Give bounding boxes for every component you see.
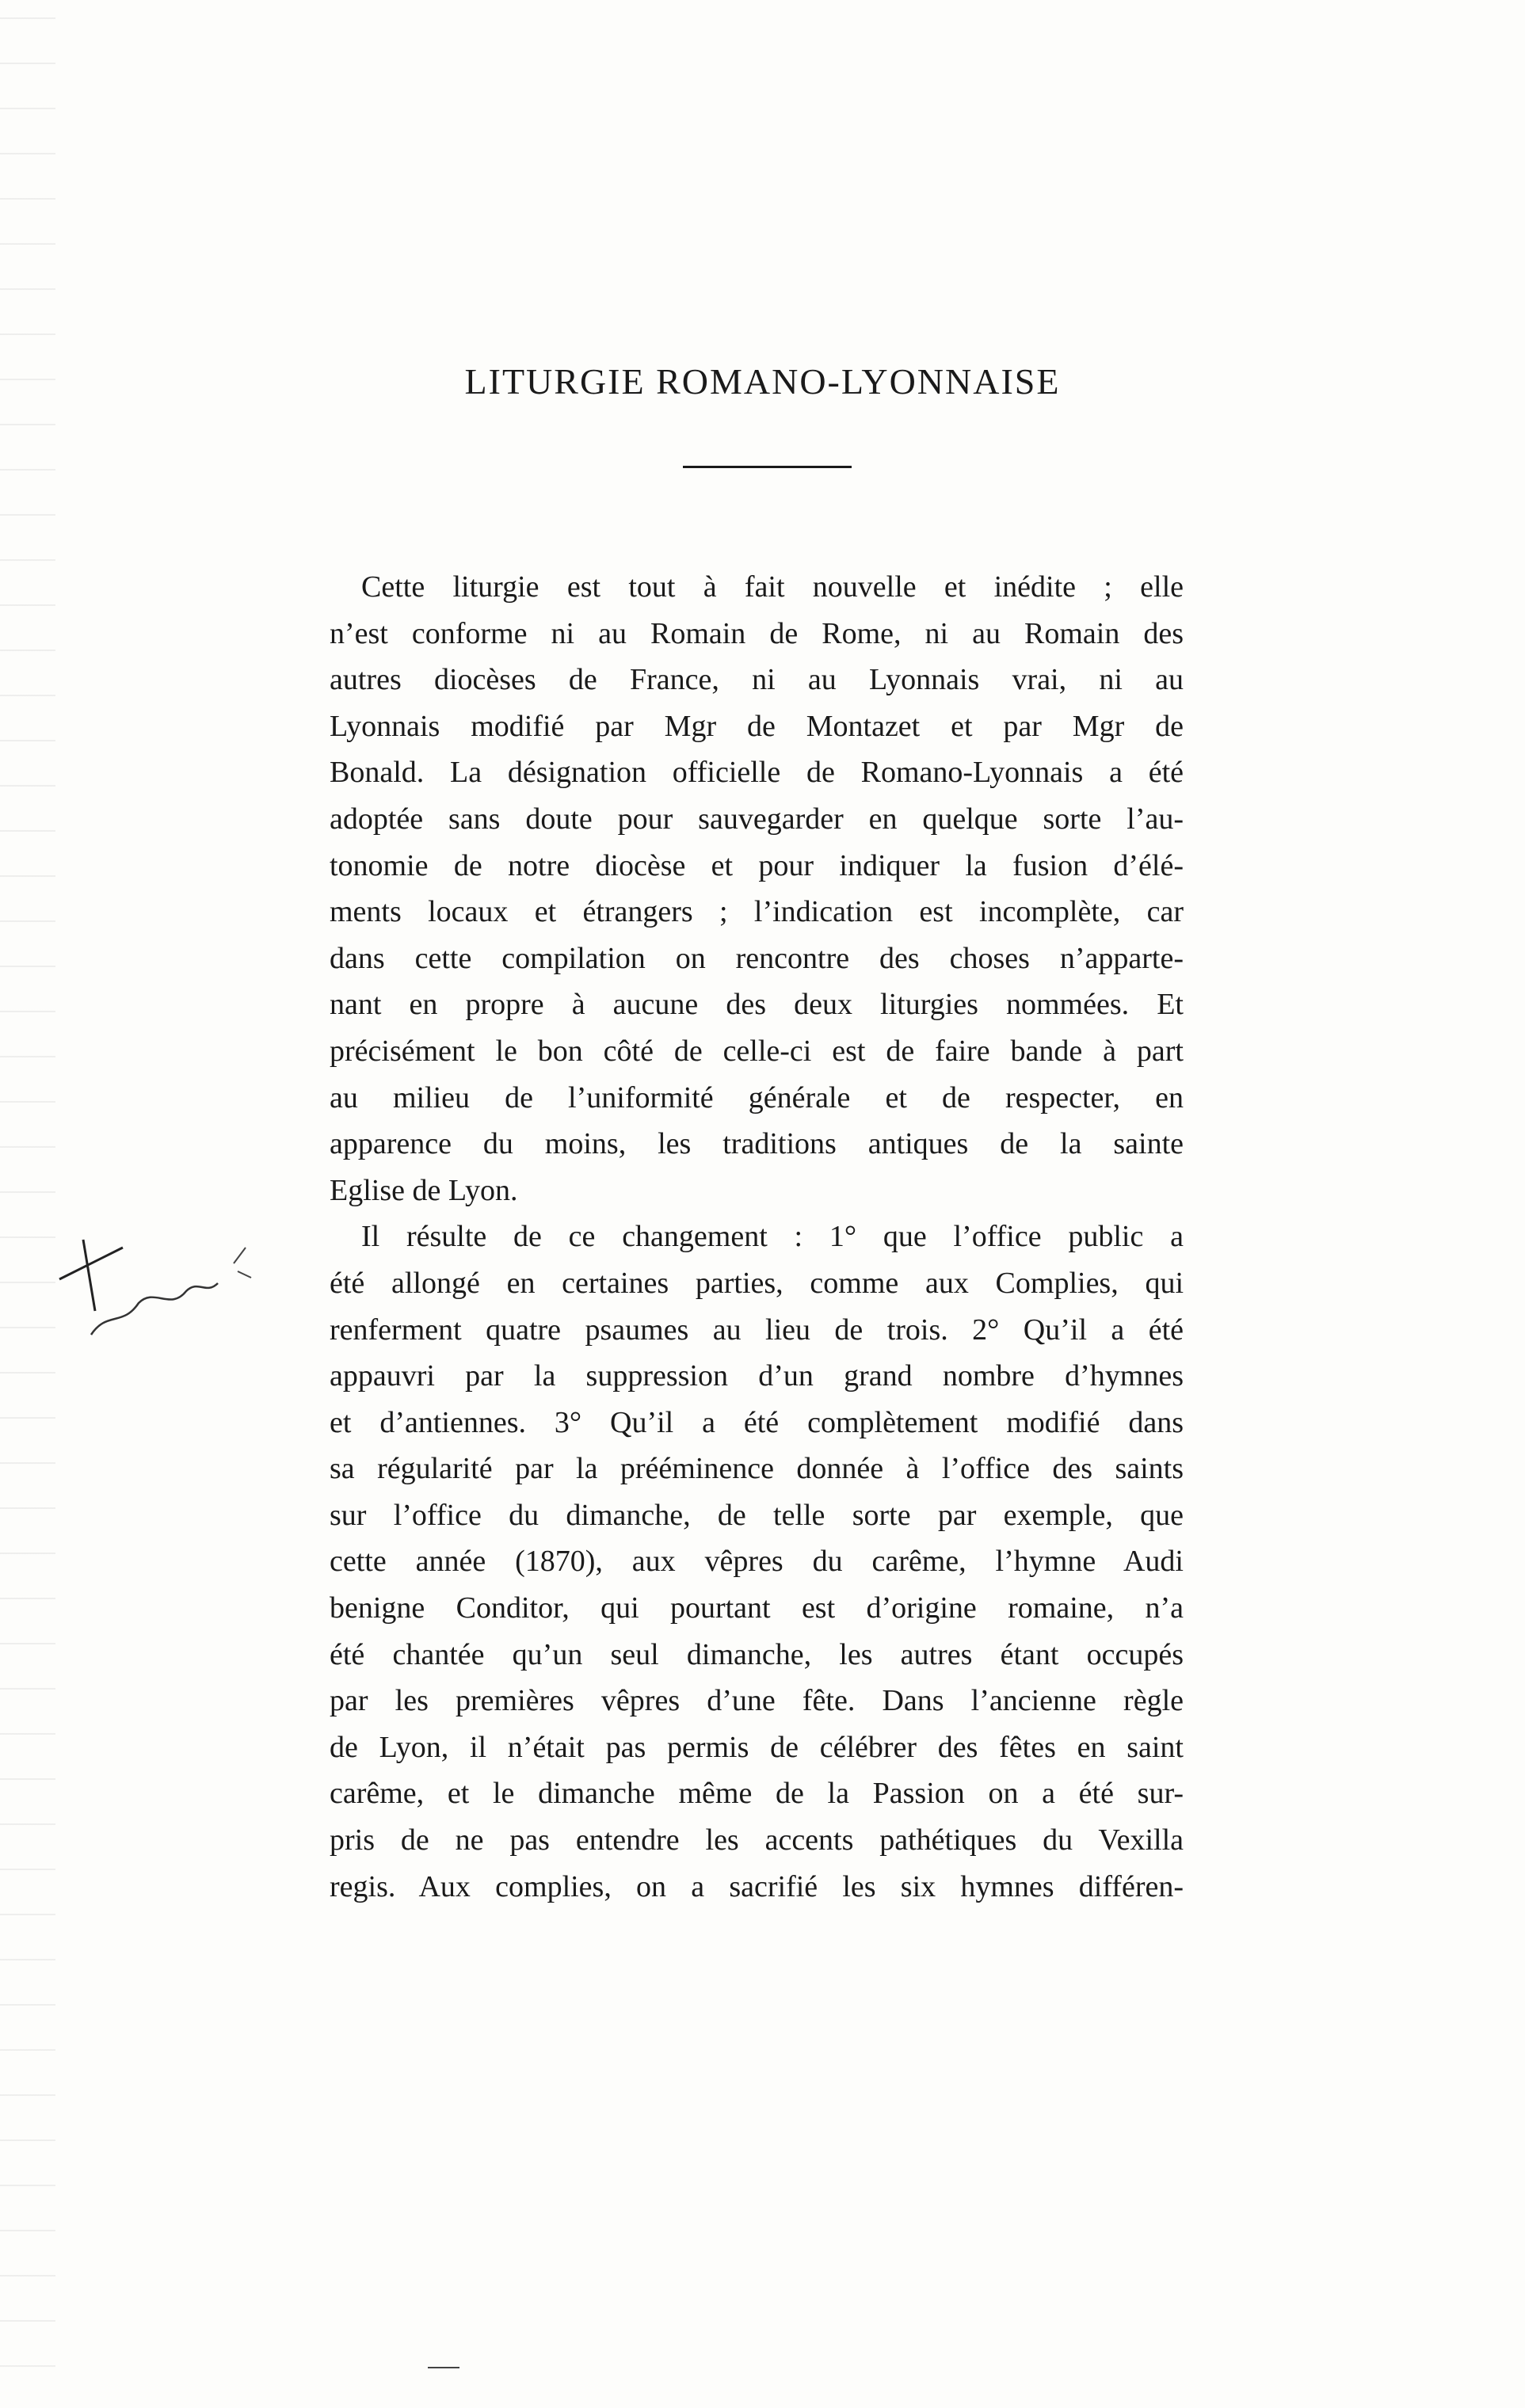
body-text bbox=[330, 564, 1184, 1910]
text-line: sur l’office du dimanche, de telle sorte par exemple, que bbox=[330, 1498, 1184, 1532]
text-line: adoptée sans doute pour sauvegarder en quelque sorte l’au- bbox=[330, 802, 1184, 836]
text-line: nant en propre à aucune des deux liturgies nommées. Et bbox=[330, 988, 1184, 1022]
paragraph-2 bbox=[330, 1214, 1184, 1910]
text-line: appauvri par la suppression d’un grand nombre d’hymnes bbox=[330, 1359, 1184, 1393]
text-line: été chantée qu’un seul dimanche, les autres étant occupés bbox=[330, 1637, 1184, 1671]
text-line: autres diocèses de France, ni au Lyonnais vrai, ni au bbox=[330, 663, 1184, 697]
text-line: été allongé en certaines parties, comme aux Complies, qui bbox=[330, 1266, 1184, 1300]
text-line: dans cette compilation on rencontre des choses n’apparte- bbox=[330, 941, 1184, 975]
text-line: regis. Aux complies, on a sacrifié les six hymnes différen- bbox=[330, 1869, 1184, 1903]
text-line: n’est conforme ni au Romain de Rome, ni au Romain des bbox=[330, 616, 1184, 650]
text-line: Eglise de Lyon. bbox=[330, 1173, 518, 1207]
text-line: renferment quatre psaumes au lieu de trois. 2° Qu’il a été bbox=[330, 1313, 1184, 1347]
text-line: carême, et le dimanche même de la Passion on a été sur- bbox=[330, 1777, 1184, 1811]
text-line: Lyonnais modifié par Mgr de Montazet et par Mgr de bbox=[330, 709, 1184, 743]
text-line: et d’antiennes. 3° Qu’il a été complètement modifié dans bbox=[330, 1405, 1184, 1439]
text-line: benigne Conditor, qui pourtant est d’origine romaine, n’a bbox=[330, 1591, 1184, 1625]
paragraph-1 bbox=[330, 564, 1184, 1214]
text-line: ments locaux et étrangers ; l’indication est incomplète, car bbox=[330, 895, 1184, 929]
text-line: précisément le bon côté de celle-ci est de faire bande à part bbox=[330, 1034, 1184, 1068]
text-line: par les premières vêpres d’une fête. Dans l’ancienne règle bbox=[330, 1684, 1184, 1718]
text-line: Bonald. La désignation officielle de Romano-Lyonnais a été bbox=[330, 756, 1184, 790]
text-line: au milieu de l’uniformité générale et de respecter, en bbox=[330, 1080, 1184, 1114]
title-rule bbox=[683, 466, 852, 468]
text-line: de Lyon, il n’était pas permis de célébrer des fêtes en saint bbox=[330, 1730, 1184, 1764]
text-line: Cette liturgie est tout à fait nouvelle et inédite ; elle bbox=[361, 570, 1184, 604]
text-line: sa régularité par la prééminence donnée à l’office des saints bbox=[330, 1452, 1184, 1486]
footer-mark bbox=[428, 2367, 459, 2368]
text-line: cette année (1870), aux vêpres du carême, l’hymne Audi bbox=[330, 1545, 1184, 1579]
handwritten-annotation bbox=[36, 1216, 273, 1343]
text-line: tonomie de notre diocèse et pour indiquer la fusion d’élé- bbox=[330, 848, 1184, 882]
text-line: apparence du moins, les traditions antiques de la sainte bbox=[330, 1127, 1184, 1161]
page-title: LITURGIE ROMANO-LYONNAISE bbox=[464, 361, 1061, 402]
text-line: Il résulte de ce changement : 1° que l’office public a bbox=[361, 1220, 1184, 1254]
text-line: pris de ne pas entendre les accents pathétiques du Vexilla bbox=[330, 1823, 1184, 1857]
